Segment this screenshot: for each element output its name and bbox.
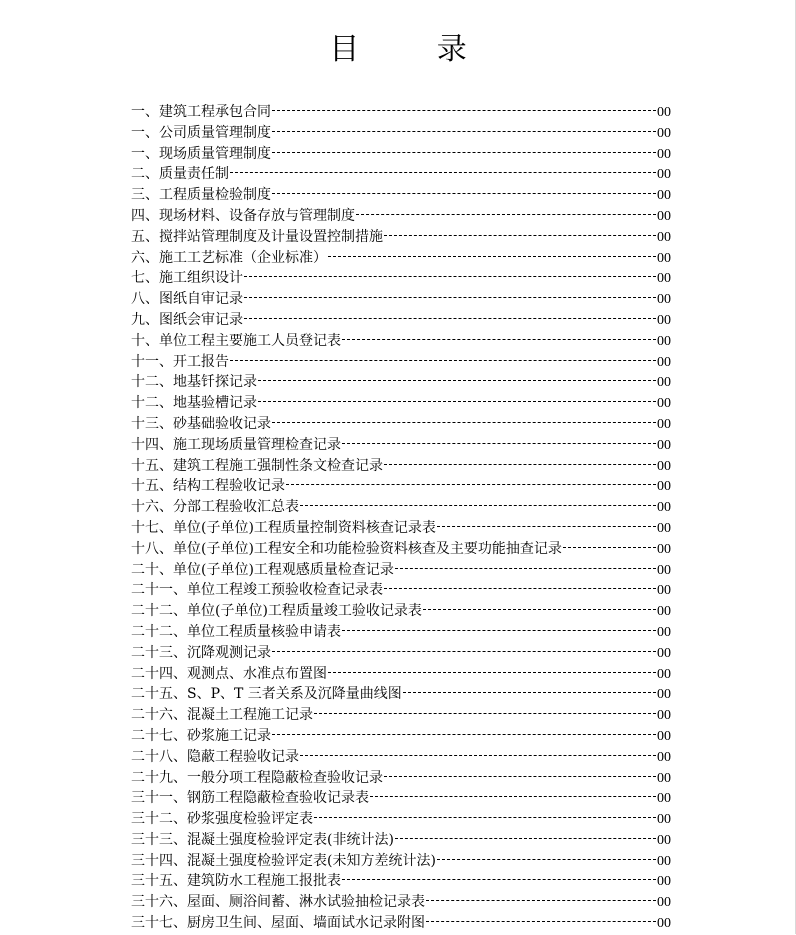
- toc-entry-label: 三十七、厨房卫生间、屋面、墙面试水记录附图: [131, 915, 425, 932]
- toc-entry-page-number: 00: [657, 791, 671, 807]
- toc-leader-line: [272, 734, 656, 735]
- toc-entry-page-number: 00: [657, 292, 671, 308]
- toc-entry-label: 十五、结构工程验收记录: [131, 478, 285, 495]
- toc-entry-page-number: 00: [657, 853, 671, 869]
- toc-leader-line: [272, 131, 656, 132]
- toc-leader-line: [426, 900, 656, 901]
- toc-leader-line: [384, 464, 656, 465]
- toc-entry: [131, 206, 671, 227]
- toc-leader-line: [286, 484, 656, 485]
- toc-entry: [131, 144, 671, 165]
- toc-leader-line: [356, 214, 656, 215]
- toc-entry-label: 三十六、屋面、厕浴间蓄、淋水试验抽检记录表: [131, 894, 425, 911]
- toc-entry-page-number: 00: [657, 479, 671, 495]
- toc-entry: [131, 393, 671, 414]
- toc-entry-page-number: 00: [657, 500, 671, 516]
- toc-entry-label: 二十八、隐蔽工程验收记录: [131, 748, 299, 765]
- toc-entry-label: 十一、开工报告: [131, 353, 229, 370]
- toc-entry-label: 十、单位工程主要施工人员登记表: [131, 332, 341, 349]
- toc-entry: [131, 726, 671, 747]
- toc-entry: [131, 289, 671, 310]
- toc-leader-line: [395, 568, 656, 569]
- toc-entry-page-number: 00: [657, 312, 671, 328]
- toc-entry: [131, 747, 671, 768]
- toc-entry-label: 二十七、砂浆施工记录: [131, 727, 271, 744]
- toc-leader-line: [328, 672, 656, 673]
- toc-leader-line: [230, 172, 656, 173]
- toc-entry-label: 三十四、混凝土强度检验评定表(未知方差统计法): [131, 852, 436, 869]
- toc-leader-line: [272, 110, 656, 111]
- toc-entry-label: 一、建筑工程承包合同: [131, 104, 271, 120]
- toc-entry: [131, 372, 671, 393]
- toc-entry-page-number: 00: [657, 832, 671, 848]
- toc-entry-label: 二十二、单位(子单位)工程质量竣工验收记录表: [131, 603, 422, 620]
- toc-entry-label: 二、质量责任制: [131, 166, 229, 183]
- toc-entry-label: 二十二、单位工程质量核验申请表: [131, 623, 341, 640]
- toc-leader-line: [272, 152, 656, 153]
- toc-entry-label: 十八、单位(子单位)工程安全和功能检验资料核查及主要功能抽查记录: [131, 540, 562, 557]
- toc-entry: [131, 456, 671, 477]
- toc-entry: [131, 539, 671, 560]
- toc-entry-page-number: 00: [657, 624, 671, 640]
- toc-entry-page-number: 00: [657, 874, 671, 890]
- toc-leader-line: [230, 360, 656, 361]
- toc-entry-label: 十五、建筑工程施工强制性条文检查记录: [131, 457, 383, 474]
- toc-leader-line: [328, 256, 656, 257]
- toc-leader-line: [244, 297, 656, 298]
- toc-entry-label: 二十、单位(子单位)工程观感质量检查记录: [131, 561, 394, 578]
- toc-entry-label: 三十二、砂浆强度检验评定表: [131, 811, 313, 828]
- toc-entry-page-number: 00: [657, 437, 671, 453]
- toc-entry-label: 四、现场材料、设备存放与管理制度: [131, 207, 355, 224]
- toc-entry-page-number: 00: [657, 333, 671, 349]
- toc-entry-label: 十三、砂基础验收记录: [131, 415, 271, 432]
- toc-entry: [131, 497, 671, 518]
- toc-leader-line: [314, 817, 656, 818]
- toc-entry-label: 二十四、观测点、水准点布置图: [131, 665, 327, 682]
- toc-leader-line: [272, 193, 656, 194]
- toc-entry-page-number: 00: [657, 604, 671, 620]
- toc-entry-page-number: 00: [657, 105, 671, 120]
- toc-leader-line: [342, 339, 656, 340]
- toc-entry-page-number: 00: [657, 188, 671, 204]
- toc-entry: [131, 102, 671, 123]
- toc-entry: [131, 892, 671, 913]
- toc-entry: [131, 788, 671, 809]
- toc-leader-line: [272, 422, 656, 423]
- toc-entry: [131, 227, 671, 248]
- toc-entry: [131, 268, 671, 289]
- toc-entry-label: 二十一、单位工程竣工预验收检查记录表: [131, 582, 383, 599]
- toc-entry: [131, 913, 671, 934]
- toc-leader-line: [244, 276, 656, 277]
- toc-entry: [131, 414, 671, 435]
- toc-entry: [131, 601, 671, 622]
- toc-leader-line: [370, 796, 656, 797]
- toc-entry-page-number: 00: [657, 708, 671, 724]
- toc-entry-page-number: 00: [657, 645, 671, 661]
- toc-entry: [131, 331, 671, 352]
- toc-entry-label: 五、搅拌站管理制度及计量设置控制措施: [131, 228, 383, 245]
- toc-entry-label: 十四、施工现场质量管理检查记录: [131, 436, 341, 453]
- toc-entry: [131, 185, 671, 206]
- toc-entry-label: 二十三、沉降观测记录: [131, 644, 271, 661]
- toc-entry-page-number: 00: [657, 396, 671, 412]
- toc-entry: [131, 705, 671, 726]
- toc-entry-page-number: 00: [657, 666, 671, 682]
- toc-entry-page-number: 00: [657, 146, 671, 162]
- toc-entry-label: 二十五、S、P、T 三者关系及沉降量曲线图: [131, 686, 402, 703]
- toc-entry-page-number: 00: [657, 812, 671, 828]
- toc-leader-line: [437, 859, 656, 860]
- toc-leader-line: [384, 588, 656, 589]
- toc-leader-line: [342, 879, 656, 880]
- toc-entry: [131, 851, 671, 872]
- toc-entry-label: 二十六、混凝土工程施工记录: [131, 707, 313, 724]
- toc-leader-line: [244, 318, 656, 319]
- toc-entry-page-number: 00: [657, 728, 671, 744]
- toc-entry-page-number: 00: [657, 541, 671, 557]
- toc-entry-page-number: 00: [657, 354, 671, 370]
- toc-entry: [131, 768, 671, 789]
- toc-entry-label: 三十三、混凝土强度检验评定表(非统计法): [131, 831, 394, 848]
- toc-entry: [131, 310, 671, 331]
- toc-entry-page-number: 00: [657, 895, 671, 911]
- toc-entry: [131, 664, 671, 685]
- toc-leader-line: [563, 547, 656, 548]
- toc-leader-line: [384, 776, 656, 777]
- toc-entry-page-number: 00: [657, 167, 671, 183]
- toc-entry: [131, 809, 671, 830]
- toc-entry-page-number: 00: [657, 229, 671, 245]
- toc-entry: [131, 476, 671, 497]
- toc-leader-line: [395, 838, 656, 839]
- toc-leader-line: [258, 401, 656, 402]
- toc-entry-label: 十二、地基钎探记录: [131, 374, 257, 391]
- toc-entry-label: 三十五、建筑防水工程施工报批表: [131, 873, 341, 890]
- toc-entry: [131, 164, 671, 185]
- toc-entry-page-number: 00: [657, 250, 671, 266]
- toc-entry: [131, 871, 671, 892]
- toc-leader-line: [403, 692, 656, 693]
- toc-entry-label: 三、工程质量检验制度: [131, 187, 271, 204]
- toc-leader-line: [342, 443, 656, 444]
- toc-leader-line: [258, 380, 656, 381]
- toc-entry-label: 七、施工组织设计: [131, 270, 243, 287]
- toc-entry-page-number: 00: [657, 562, 671, 578]
- toc-entry: [131, 830, 671, 851]
- toc-entry-label: 一、公司质量管理制度: [131, 124, 271, 141]
- toc-entry-page-number: 00: [657, 583, 671, 599]
- toc-entry: [131, 580, 671, 601]
- toc-entry-label: 九、图纸会审记录: [131, 311, 243, 328]
- toc-entry-label: 三十一、钢筋工程隐蔽检查验收记录表: [131, 790, 369, 807]
- toc-entry-page-number: 00: [657, 770, 671, 786]
- toc-entry: [131, 643, 671, 664]
- toc-entry-label: 八、图纸自审记录: [131, 291, 243, 308]
- toc-entry: [131, 560, 671, 581]
- toc-entry-page-number: 00: [657, 520, 671, 536]
- toc-entry: [131, 518, 671, 539]
- toc-entry: [131, 352, 671, 373]
- toc-entry-label: 一、现场质量管理制度: [131, 145, 271, 162]
- toc-entry-label: 十七、单位(子单位)工程质量控制资料核查记录表: [131, 519, 436, 536]
- toc-entry-page-number: 00: [657, 208, 671, 224]
- toc-entry-page-number: 00: [657, 375, 671, 391]
- toc-entry-label: 十二、地基验槽记录: [131, 395, 257, 412]
- page-title: 目 录: [329, 32, 501, 67]
- toc-entry: [131, 684, 671, 705]
- toc-entry-page-number: 00: [657, 125, 671, 141]
- toc-entry-label: 六、施工工艺标准（企业标准）: [131, 249, 327, 266]
- toc-leader-line: [437, 526, 656, 527]
- toc-entry: [131, 435, 671, 456]
- toc-leader-line: [300, 505, 656, 506]
- toc-leader-line: [314, 713, 656, 714]
- toc-entry-page-number: 00: [657, 458, 671, 474]
- toc-leader-line: [384, 235, 656, 236]
- toc-leader-line: [423, 609, 656, 610]
- table-of-contents: [131, 102, 671, 934]
- toc-entry: [131, 123, 671, 144]
- toc-leader-line: [342, 630, 656, 631]
- toc-leader-line: [426, 921, 656, 922]
- toc-entry-page-number: 00: [657, 416, 671, 432]
- toc-entry-label: 十六、分部工程验收汇总表: [131, 499, 299, 516]
- toc-entry: [131, 622, 671, 643]
- toc-entry-page-number: 00: [657, 916, 671, 932]
- toc-entry-label: 二十九、一般分项工程隐蔽检查验收记录: [131, 769, 383, 786]
- toc-entry-page-number: 00: [657, 749, 671, 765]
- toc-leader-line: [272, 651, 656, 652]
- toc-leader-line: [300, 755, 656, 756]
- toc-entry-page-number: 00: [657, 687, 671, 703]
- toc-entry-page-number: 00: [657, 271, 671, 287]
- toc-entry: [131, 248, 671, 269]
